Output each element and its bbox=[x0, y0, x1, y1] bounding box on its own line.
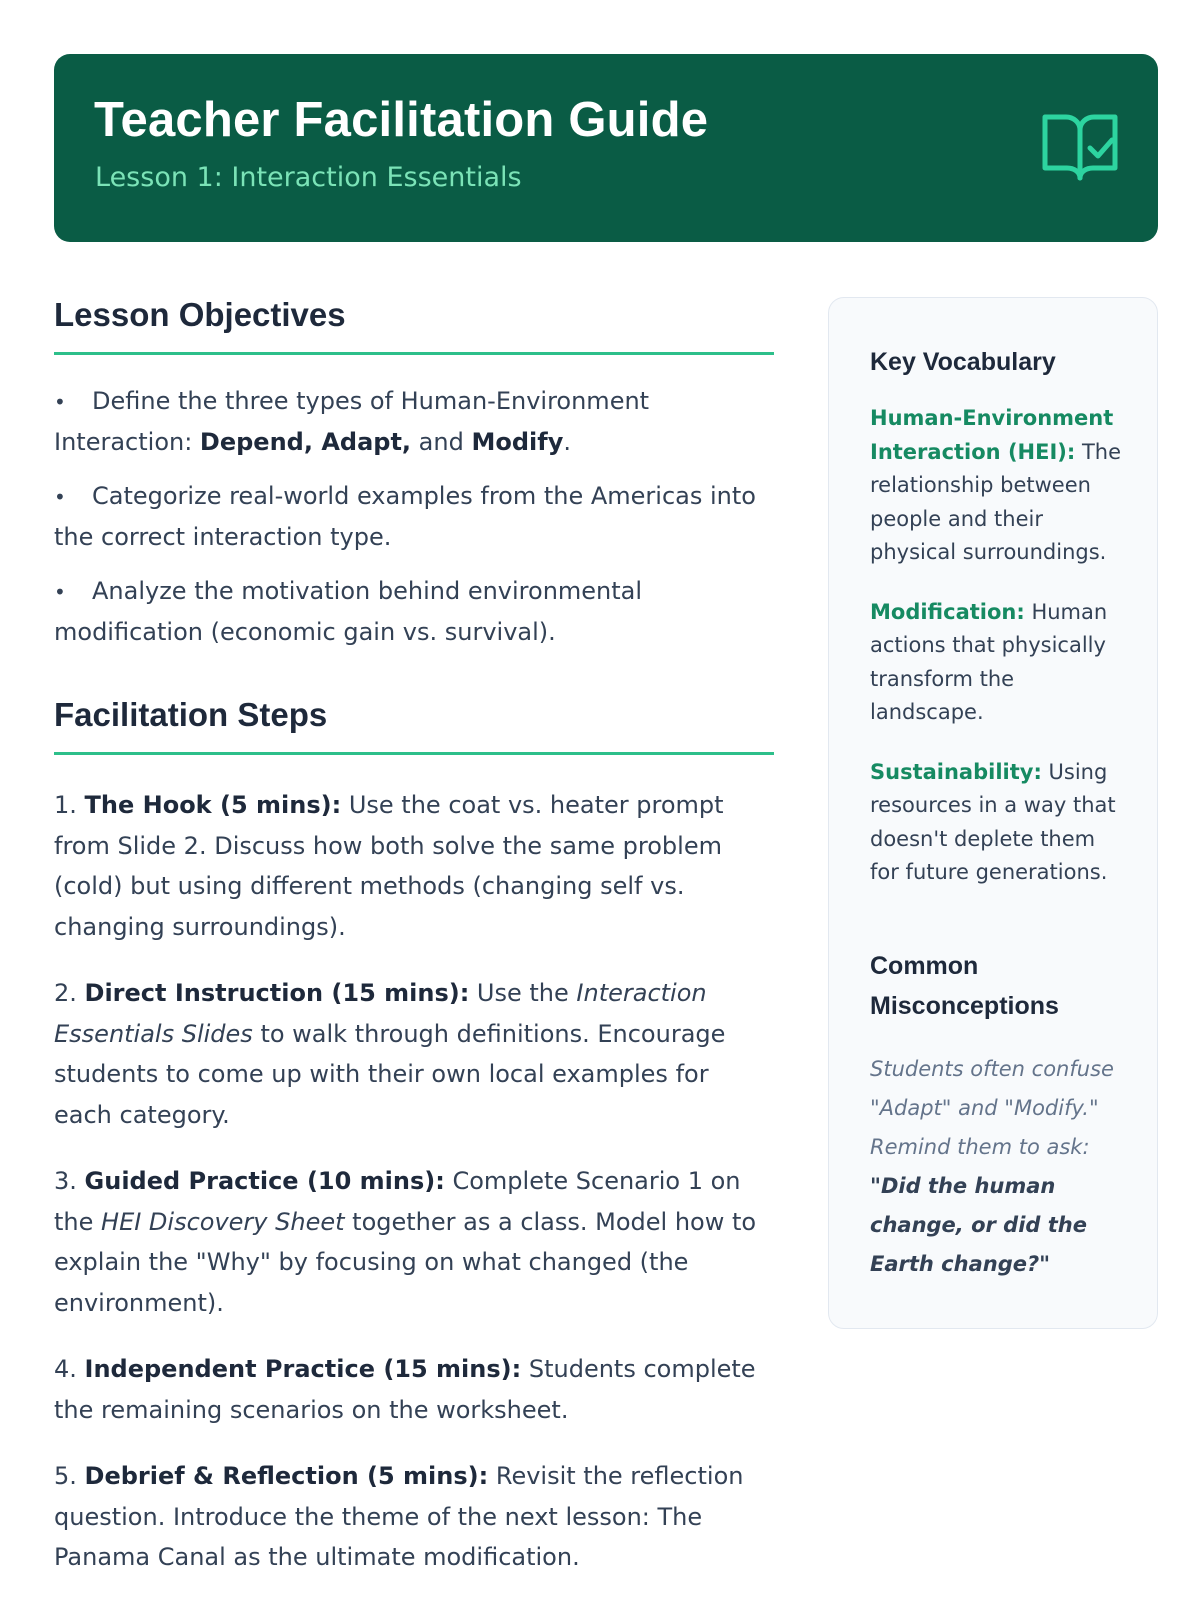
objectives-list bbox=[54, 381, 774, 652]
list-item: • Categorize real-world examples from the Americas into the correct interaction type. bbox=[54, 476, 774, 557]
steps-list bbox=[54, 785, 774, 1578]
vocab-list bbox=[870, 402, 1127, 890]
vocab-heading: Key Vocabulary bbox=[870, 348, 1056, 376]
step-item: 5. Debrief & Reflection (5 mins): Revisit the reflection question. Introduce the theme of the next lesson: The Panama Canal as the ultimate modification. bbox=[54, 1462, 744, 1571]
step-item: 4. Independent Practice (15 mins): Students complete the remaining scenarios on the worksheet. bbox=[54, 1355, 756, 1424]
vocab-item: Modification: Human actions that physically transform the landscape. bbox=[870, 599, 1108, 724]
steps-heading: Facilitation Steps bbox=[54, 696, 774, 755]
objectives-heading: Lesson Objectives bbox=[54, 296, 774, 355]
main-column bbox=[54, 296, 774, 1600]
book-check-icon bbox=[1042, 112, 1118, 184]
page-title: Teacher Facilitation Guide bbox=[94, 93, 709, 147]
vocab-item: Sustainability: Using resources in a way that doesn't deplete them for future generations. bbox=[870, 759, 1116, 884]
sidebar bbox=[828, 297, 1158, 1329]
bullet-icon: • bbox=[54, 390, 66, 414]
list-item: • Define the three types of Human-Environment Interaction: Depend, Adapt, and Modify. bbox=[54, 381, 774, 462]
list-item: • Analyze the motivation behind environmental modification (economic gain vs. survival). bbox=[54, 571, 774, 652]
vocab-item: Human-Environment Interaction (HEI): The relationship between people and their physical surroundings. bbox=[870, 406, 1122, 564]
step-item: 3. Guided Practice (10 mins): Complete Scenario 1 on the HEI Discovery Sheet together as a class. Model how to explain the "Why" by focusing on what changed (the environment). bbox=[54, 1167, 757, 1317]
step-item: 1. The Hook (5 mins): Use the coat vs. heater prompt from Slide 2. Discuss how both solve the same problem (cold) but using different methods (changing self vs. changing surroundings). bbox=[54, 791, 724, 941]
misconceptions-text: Students often confuse "Adapt" and "Modify." Remind them to ask: "Did the human change, or did the Earth change?" bbox=[870, 1056, 1114, 1276]
bullet-icon: • bbox=[54, 485, 66, 509]
bullet-icon: • bbox=[54, 580, 66, 604]
page-subtitle: Lesson 1: Interaction Essentials bbox=[95, 162, 522, 193]
misconceptions-heading: Common Misconceptions bbox=[870, 951, 1059, 1020]
step-item: 2. Direct Instruction (15 mins): Use the Interaction Essentials Slides to walk through definitions. Encourage students to come up with their own local examples for each category. bbox=[54, 979, 726, 1129]
page-header bbox=[54, 54, 1158, 242]
